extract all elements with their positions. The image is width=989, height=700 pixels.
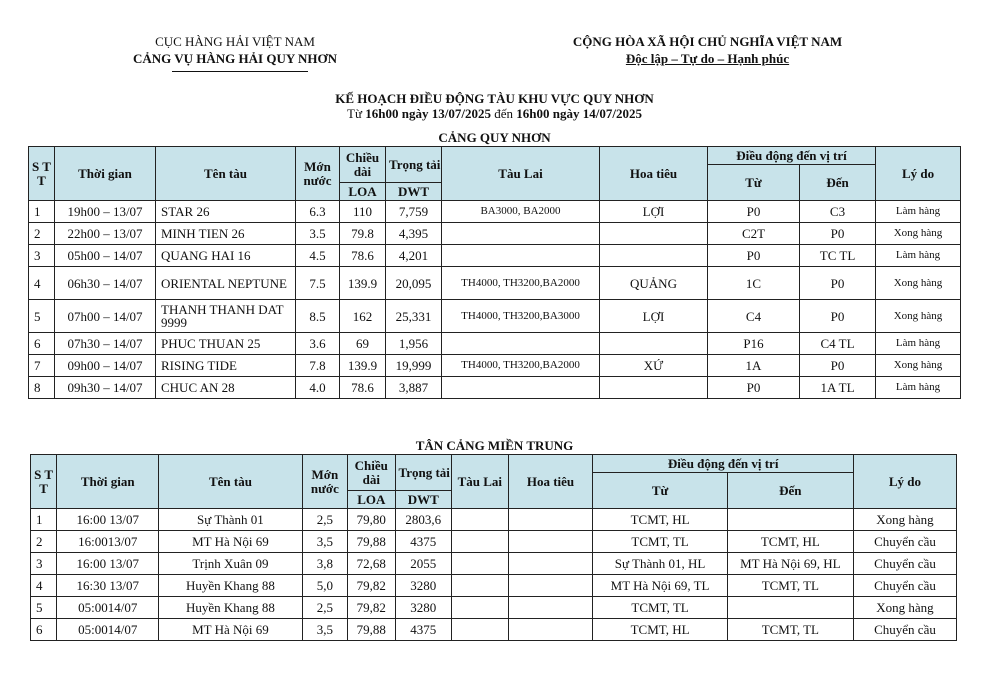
cell-reason: Chuyển cầu: [853, 531, 956, 553]
cell-ship: Trịnh Xuân 09: [159, 553, 302, 575]
cell-time: 19h00 – 13/07: [55, 201, 156, 223]
cell-tug: [452, 509, 509, 531]
cell-time: 06h30 – 14/07: [55, 267, 156, 300]
cell-stt: 1: [31, 509, 57, 531]
col-header-ship: Tên tàu: [159, 455, 302, 509]
country-name: CỘNG HÒA XÃ HỘI CHỦ NGHĨA VIỆT NAM: [572, 34, 843, 49]
cell-reason: Xong hàng: [876, 355, 961, 377]
col-header-pilot: Hoa tiêu: [508, 455, 593, 509]
cell-dwt: 2055: [395, 553, 452, 575]
cell-to: P0: [800, 223, 876, 245]
col-header-from: Từ: [708, 165, 800, 201]
cell-tug: [452, 619, 509, 641]
header-left: [110, 33, 360, 67]
cell-ship: MINH TIEN 26: [156, 223, 296, 245]
cell-reason: Chuyển cầu: [853, 553, 956, 575]
table-row: [29, 355, 961, 377]
col-header-dwt: DWT: [395, 491, 452, 509]
cell-reason: Làm hàng: [876, 201, 961, 223]
cell-dwt: 20,095: [386, 267, 442, 300]
cell-loa: 78.6: [340, 377, 386, 399]
col-header-weight: Trọng tải: [386, 147, 442, 183]
cell-time: 16:00 13/07: [57, 509, 159, 531]
cell-reason: Xong hàng: [876, 223, 961, 245]
cell-to: TCMT, TL: [727, 575, 853, 597]
cell-dwt: 3280: [395, 597, 452, 619]
cell-dwt: 2803,6: [395, 509, 452, 531]
cell-loa: 79,82: [348, 597, 395, 619]
cell-time: 22h00 – 13/07: [55, 223, 156, 245]
cell-from: Sự Thành 01, HL: [593, 553, 727, 575]
cell-reason: Chuyển cầu: [853, 619, 956, 641]
table-row: [29, 377, 961, 399]
cell-time: 16:0013/07: [57, 531, 159, 553]
cell-dwt: 1,956: [386, 333, 442, 355]
cell-tug: [452, 597, 509, 619]
cell-time: 16:30 13/07: [57, 575, 159, 597]
cell-to: C3: [800, 201, 876, 223]
cell-dwt: 4,201: [386, 245, 442, 267]
col-header-from: Từ: [593, 473, 727, 509]
cell-draft: 2,5: [302, 509, 347, 531]
plan-title: KẾ HOẠCH ĐIỀU ĐỘNG TÀU KHU VỰC QUY NHƠN: [335, 91, 654, 106]
schedule-table-quy-nhon: [28, 146, 961, 399]
col-header-length: Chiều dài: [340, 147, 386, 183]
cell-time: 07h00 – 14/07: [55, 300, 156, 333]
cell-tug: TH4000, TH3200,BA2000: [442, 267, 600, 300]
cell-ship: Sự Thành 01: [159, 509, 302, 531]
col-header-move: Điều động đến vị trí: [708, 147, 876, 165]
cell-from: TCMT, HL: [593, 619, 727, 641]
cell-loa: 110: [340, 201, 386, 223]
cell-tug: [452, 553, 509, 575]
col-header-loa: LOA: [340, 183, 386, 201]
table-row: [31, 553, 957, 575]
cell-stt: 1: [29, 201, 55, 223]
col-header-loa: LOA: [348, 491, 395, 509]
cell-stt: 8: [29, 377, 55, 399]
table-row: [31, 531, 957, 553]
cell-pilot: XỨ: [600, 355, 708, 377]
col-header-reason: Lý do: [876, 147, 961, 201]
cell-stt: 2: [29, 223, 55, 245]
cell-ship: Huyền Khang 88: [159, 597, 302, 619]
col-header-stt: S T T: [29, 147, 55, 201]
cell-reason: Xong hàng: [876, 267, 961, 300]
table-row: [29, 201, 961, 223]
table-row: [31, 575, 957, 597]
cell-loa: 69: [340, 333, 386, 355]
cell-to: P0: [800, 355, 876, 377]
cell-stt: 6: [29, 333, 55, 355]
cell-ship: ORIENTAL NEPTUNE: [156, 267, 296, 300]
col-header-move: Điều động đến vị trí: [593, 455, 854, 473]
cell-loa: 79.8: [340, 223, 386, 245]
cell-stt: 5: [31, 597, 57, 619]
cell-pilot: [508, 553, 593, 575]
cell-reason: Làm hàng: [876, 377, 961, 399]
cell-pilot: [600, 223, 708, 245]
cell-to: P0: [800, 300, 876, 333]
cell-dwt: 7,759: [386, 201, 442, 223]
cell-stt: 7: [29, 355, 55, 377]
cell-ship: MT Hà Nội 69: [159, 531, 302, 553]
cell-dwt: 4,395: [386, 223, 442, 245]
port-authority-name: CẢNG VỤ HÀNG HẢI QUY NHƠN: [132, 51, 338, 66]
cell-pilot: [600, 245, 708, 267]
cell-tug: [452, 575, 509, 597]
cell-time: 05h00 – 14/07: [55, 245, 156, 267]
col-header-draft: Mớn nước: [296, 147, 340, 201]
plan-subtitle: Từ 16h00 ngày 13/07/2025 đến 16h00 ngày 14/07/2025: [347, 106, 642, 121]
motto: Độc lập – Tự do – Hạnh phúc: [625, 51, 790, 66]
cell-pilot: LỢI: [600, 201, 708, 223]
cell-draft: 2,5: [302, 597, 347, 619]
cell-ship: PHUC THUAN 25: [156, 333, 296, 355]
cell-from: C2T: [708, 223, 800, 245]
cell-draft: 4.5: [296, 245, 340, 267]
agency-name: CỤC HÀNG HẢI VIỆT NAM: [155, 34, 315, 49]
cell-loa: 78.6: [340, 245, 386, 267]
cell-ship: MT Hà Nội 69: [159, 619, 302, 641]
cell-loa: 79,80: [348, 509, 395, 531]
cell-tug: TH4000, TH3200,BA3000: [442, 300, 600, 333]
section-title-tan-cang: TÂN CẢNG MIỀN TRUNG: [415, 438, 574, 453]
table-row: [31, 619, 957, 641]
header-left-rule: [172, 71, 308, 72]
cell-loa: 162: [340, 300, 386, 333]
cell-time: 09h30 – 14/07: [55, 377, 156, 399]
cell-to: [727, 509, 853, 531]
col-header-time: Thời gian: [57, 455, 159, 509]
col-header-dwt: DWT: [386, 183, 442, 201]
cell-from: P16: [708, 333, 800, 355]
cell-ship: CHUC AN 28: [156, 377, 296, 399]
cell-from: TCMT, TL: [593, 597, 727, 619]
cell-ship: QUANG HAI 16: [156, 245, 296, 267]
cell-loa: 139.9: [340, 267, 386, 300]
section-title-quy-nhon: CẢNG QUY NHƠN: [438, 130, 551, 145]
cell-tug: [442, 333, 600, 355]
cell-pilot: [508, 531, 593, 553]
cell-dwt: 4375: [395, 619, 452, 641]
cell-draft: 4.0: [296, 377, 340, 399]
cell-tug: [442, 245, 600, 267]
cell-from: 1C: [708, 267, 800, 300]
cell-from: C4: [708, 300, 800, 333]
cell-reason: Xong hàng: [853, 509, 956, 531]
schedule-table-tan-cang: [30, 454, 957, 641]
cell-loa: 139.9: [340, 355, 386, 377]
cell-to: 1A TL: [800, 377, 876, 399]
table-row: [29, 223, 961, 245]
cell-draft: 6.3: [296, 201, 340, 223]
cell-draft: 3.6: [296, 333, 340, 355]
cell-dwt: 3,887: [386, 377, 442, 399]
cell-reason: Xong hàng: [876, 300, 961, 333]
cell-ship: THANH THANH DAT 9999: [156, 300, 296, 333]
cell-to: TCMT, HL: [727, 531, 853, 553]
cell-tug: [442, 377, 600, 399]
cell-stt: 3: [29, 245, 55, 267]
cell-draft: 8.5: [296, 300, 340, 333]
cell-dwt: 4375: [395, 531, 452, 553]
cell-from: P0: [708, 201, 800, 223]
cell-draft: 3,8: [302, 553, 347, 575]
cell-draft: 5,0: [302, 575, 347, 597]
cell-to: P0: [800, 267, 876, 300]
cell-loa: 79,88: [348, 619, 395, 641]
cell-time: 16:00 13/07: [57, 553, 159, 575]
cell-tug: BA3000, BA2000: [442, 201, 600, 223]
cell-time: 07h30 – 14/07: [55, 333, 156, 355]
cell-from: TCMT, TL: [593, 531, 727, 553]
cell-pilot: [508, 619, 593, 641]
table-row: [31, 597, 957, 619]
cell-stt: 2: [31, 531, 57, 553]
cell-pilot: QUẢNG: [600, 267, 708, 300]
cell-to: TCMT, TL: [727, 619, 853, 641]
table-row: [29, 300, 961, 333]
cell-from: MT Hà Nội 69, TL: [593, 575, 727, 597]
col-header-pilot: Hoa tiêu: [600, 147, 708, 201]
cell-from: P0: [708, 245, 800, 267]
cell-draft: 3.5: [296, 223, 340, 245]
cell-draft: 3,5: [302, 531, 347, 553]
cell-reason: Chuyển cầu: [853, 575, 956, 597]
col-header-length: Chiều dài: [348, 455, 395, 491]
col-header-weight: Trọng tải: [395, 455, 452, 491]
cell-tug: TH4000, TH3200,BA2000: [442, 355, 600, 377]
cell-to: [727, 597, 853, 619]
cell-draft: 3,5: [302, 619, 347, 641]
table-row: [29, 245, 961, 267]
col-header-stt: S T T: [31, 455, 57, 509]
cell-time: 09h00 – 14/07: [55, 355, 156, 377]
cell-tug: [452, 531, 509, 553]
cell-ship: STAR 26: [156, 201, 296, 223]
cell-reason: Xong hàng: [853, 597, 956, 619]
table-row: [31, 509, 957, 531]
cell-draft: 7.8: [296, 355, 340, 377]
cell-pilot: [508, 597, 593, 619]
col-header-ship: Tên tàu: [156, 147, 296, 201]
cell-loa: 79,82: [348, 575, 395, 597]
cell-loa: 79,88: [348, 531, 395, 553]
col-header-time: Thời gian: [55, 147, 156, 201]
cell-stt: 3: [31, 553, 57, 575]
col-header-tug: Tàu Lai: [452, 455, 509, 509]
header-right: [545, 33, 870, 67]
cell-pilot: LỢI: [600, 300, 708, 333]
cell-draft: 7.5: [296, 267, 340, 300]
cell-dwt: 25,331: [386, 300, 442, 333]
table-row: [29, 333, 961, 355]
cell-stt: 5: [29, 300, 55, 333]
cell-time: 05:0014/07: [57, 619, 159, 641]
cell-tug: [442, 223, 600, 245]
col-header-draft: Mớn nước: [302, 455, 347, 509]
cell-pilot: [508, 575, 593, 597]
cell-from: TCMT, HL: [593, 509, 727, 531]
cell-to: MT Hà Nội 69, HL: [727, 553, 853, 575]
table-row: [29, 267, 961, 300]
cell-from: P0: [708, 377, 800, 399]
cell-dwt: 3280: [395, 575, 452, 597]
cell-to: C4 TL: [800, 333, 876, 355]
col-header-to: Đến: [727, 473, 853, 509]
cell-pilot: [600, 333, 708, 355]
cell-pilot: [508, 509, 593, 531]
cell-pilot: [600, 377, 708, 399]
col-header-tug: Tàu Lai: [442, 147, 600, 201]
cell-time: 05:0014/07: [57, 597, 159, 619]
cell-from: 1A: [708, 355, 800, 377]
cell-reason: Làm hàng: [876, 245, 961, 267]
cell-to: TC TL: [800, 245, 876, 267]
cell-stt: 4: [29, 267, 55, 300]
cell-dwt: 19,999: [386, 355, 442, 377]
col-header-reason: Lý do: [853, 455, 956, 509]
cell-loa: 72,68: [348, 553, 395, 575]
col-header-to: Đến: [800, 165, 876, 201]
cell-ship: RISING TIDE: [156, 355, 296, 377]
cell-reason: Làm hàng: [876, 333, 961, 355]
cell-ship: Huyền Khang 88: [159, 575, 302, 597]
cell-stt: 4: [31, 575, 57, 597]
cell-stt: 6: [31, 619, 57, 641]
